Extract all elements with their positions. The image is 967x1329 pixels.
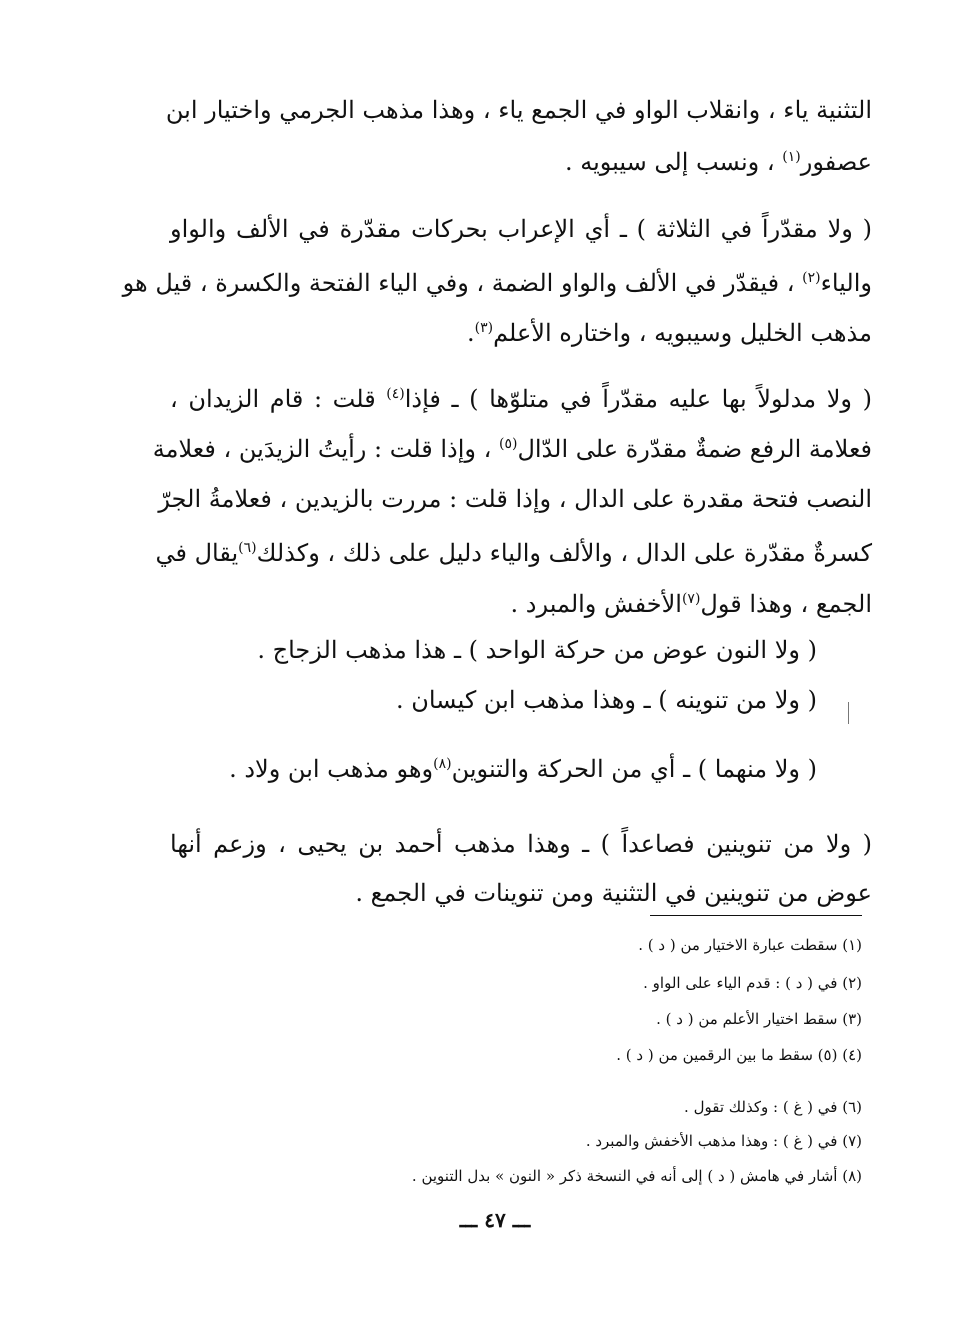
footnote-ref-5: (٥) [498, 436, 518, 452]
footnote-ref-4: (٤) [386, 386, 405, 402]
paragraph-7-line-1: ( ولا من تنوينين فصاعداً ) ـ وهذا مذهب أحمد بن يحيى ، وزعم أنها [170, 830, 872, 858]
text-run: عصفور [800, 148, 872, 176]
paragraph-6 [229, 752, 817, 786]
text-run: . [466, 319, 475, 347]
paragraph-3-line-1 [170, 382, 872, 416]
footnote-7: (٧) في ( غ ) : وهذا مذهب الأخفش والمبرد . [585, 1132, 862, 1150]
footnote-ref-6: (٦) [238, 540, 257, 556]
text-run: الأخفش والمبرد . [510, 590, 682, 618]
paragraph-1-line-2 [565, 145, 872, 179]
text-run: ، وإذا قلت : رأيتُ الزيدَين ، فعلامة [152, 435, 492, 463]
page-number: ـــ ٤٧ ـــ [459, 1208, 531, 1232]
text-run: يقال في [155, 539, 239, 567]
paragraph-2-line-2 [122, 266, 872, 300]
footnote-ref-1: (١) [782, 149, 801, 165]
margin-mark [848, 702, 849, 724]
paragraph-4: ( ولا النون عوض من حركة الواحد ) ـ هذا مذهب الزجاج . [257, 636, 817, 664]
footnote-divider [650, 915, 862, 916]
footnote-4-5: (٤) (٥) سقط ما بين الرقمين من ( د ) . [616, 1046, 862, 1064]
text-run: الجمع ، وهذا قول [700, 590, 872, 618]
footnote-2: (٢) في ( د ) : قدم الياء على الواو . [643, 974, 862, 992]
footnote-6: (٦) في ( غ ) : وكذلك تقول . [684, 1098, 862, 1116]
footnote-ref-8: (٨) [433, 756, 452, 772]
text-run: كسرةٌ مقدّرة على الدال ، والألف والياء دليل على ذلك ، وكذلك [256, 539, 872, 567]
text-run: ( ولا مدلولاً بها عليه مقدّراً في متلوّها ) ـ فإذا [404, 385, 872, 413]
footnote-ref-3: (٣) [474, 320, 494, 336]
paragraph-3-line-3: النصب فتحة مقدرة على الدال ، وإذا قلت : مررت بالزيدين ، فعلامةُ الجرّ [158, 485, 872, 513]
paragraph-7-line-2: عوض من تنوينين في التثنية ومن تنوينات في الجمع . [355, 879, 872, 907]
paragraph-2-line-1: ( ولا مقدّراً في الثلاثة ) ـ أي الإعراب بحركات مقدّرة في الألف والواو [170, 215, 872, 243]
paragraph-5: ( ولا من تنوينه ) ـ وهذا مذهب ابن كيسان . [395, 686, 817, 714]
paragraph-1-line-1: التثنية ياء ، وانقلاب الواو في الجمع ياء ، وهذا مذهب الجرمي واختيار ابن [165, 96, 872, 124]
paragraph-3-line-2 [152, 432, 872, 466]
footnote-ref-2: (٢) [802, 270, 821, 286]
text-run: ، ونسب إلى سيبويه . [564, 148, 775, 176]
footnote-1: (١) سقطت عبارة الاختيار من ( د ) . [638, 936, 862, 954]
text-run: قلت : قام الزيدان ، [170, 385, 376, 413]
footnote-3: (٣) سقط اختيار الأعلم من ( د ) . [656, 1010, 862, 1028]
paragraph-3-line-4 [155, 536, 872, 570]
text-run: وهو مذهب ابن ولاد . [229, 755, 434, 783]
text-run: والياء [820, 269, 872, 297]
paragraph-3-line-5 [511, 587, 872, 621]
paragraph-2-line-3 [467, 316, 872, 350]
footnote-8: (٨) أشار في هامش ( د ) إلى أنه في النسخة ذكر « النون » بدل التنوين . [411, 1167, 862, 1185]
footnote-ref-7: (٧) [681, 591, 701, 607]
text-run: مذهب الخليل وسيبويه ، واختاره الأعلم [493, 319, 872, 347]
text-run: فعلامة الرفع ضمةٌ مقدّرة على الدّال [517, 435, 872, 463]
text-run: ( ولا منهما ) ـ أي من الحركة والتنوين [451, 755, 817, 783]
text-run: ، فيقدّر في الألف والواو الضمة ، وفي الياء الفتحة والكسرة ، قيل هو [122, 269, 795, 297]
